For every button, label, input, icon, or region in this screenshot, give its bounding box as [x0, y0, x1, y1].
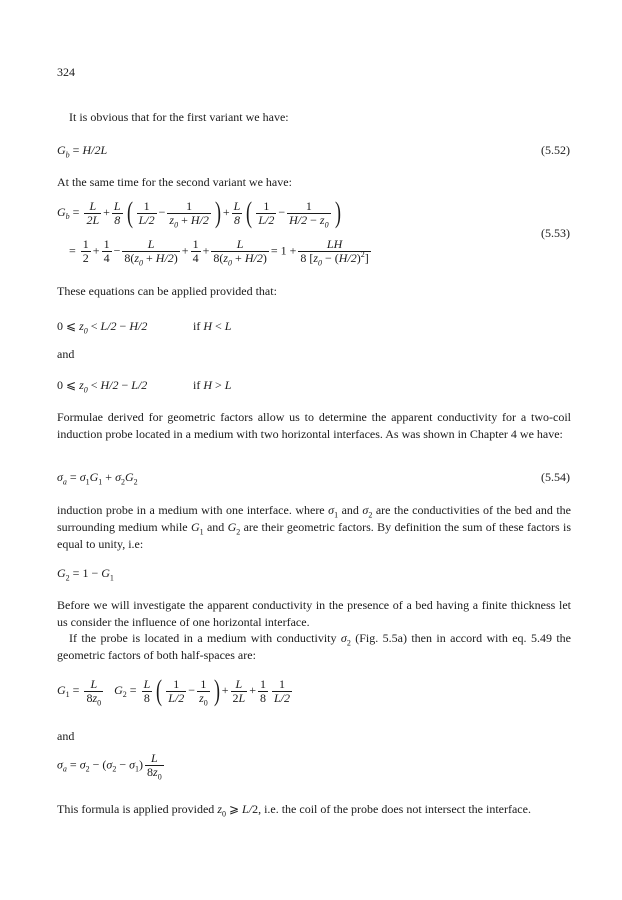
- condition-1: 0 ⩽ $z_0 < L/2 - H/2$: [57, 319, 148, 336]
- condition-2-case: if H > L: [193, 378, 232, 392]
- equation-5-52: $G_b = H/2L$: [57, 143, 108, 160]
- condition-2: 0 ⩽ $z_0 < H/2 - L/2$: [57, 378, 148, 395]
- paragraph-half-spaces: If the probe is located in a medium with conductivity $\sigma_2$ (Fig. 5.5a) then in accord with eq. 5.49 the geometric factors of both half-spaces are:: [57, 631, 572, 662]
- paragraph-applicability: This formula is applied provided $z_0$ ⩾ L/2, i.e. the coil of the probe does not intersect the interface.: [57, 802, 531, 819]
- paragraph-finite-bed: Before we will investigate the apparent conductivity in the presence of a bed having a finite thickness let us consider the influence of one horizontal interface.: [57, 598, 571, 629]
- paragraph-conditions: These equations can be applied provided that:: [57, 284, 277, 298]
- connector-and-2: and: [57, 729, 75, 743]
- equation-5-53-line-1: $G_b$ = $\frac{L}{2L}$ + $\frac{L}{8}$ ( $\frac{1}{L/2}$ − $\frac{1}{z_0 + H/2}$ ) + $\frac{L}{8}$ ( $\frac{1}{L/2}$ − $\frac{1}{H/2 - z_0}$ ): [57, 196, 341, 229]
- equation-g2: $G_2 = 1 - G_1$: [57, 566, 114, 583]
- paragraph-first-variant: It is obvious that for the first variant we have:: [69, 110, 289, 124]
- paragraph-apparent-conductivity: Formulae derived for geometric factors allow us to determine the apparent conductivity for a two-coil induction probe located in a medium with two horizontal interfaces. As was shown in Chapter 4 we have:: [57, 410, 571, 441]
- equation-5-54: $\sigma_a = \sigma_1G_1 + \sigma_2G_2$: [57, 470, 138, 487]
- page-number: 324: [57, 65, 75, 79]
- equation-5-53-line-2: = $\frac{1}{2}$ + $\frac{1}{4}$ − $\frac{L}{8(z_0 + H/2)}$ + $\frac{1}{4}$ + $\frac{L}{8(z_0 + H/2)}$ = 1 + $\frac{LH}{8 [z_0 - (H/2)^2]}$: [69, 237, 369, 268]
- paragraph-one-interface: induction probe in a medium with one interface. where $\sigma_1$ and $\sigma_2$ are the conductivities of the bed and the surrounding medium while $G_1$ and $G_2$ are their geometric factors. By definition the sum of these factors is equal to unity, i.e:: [57, 503, 571, 551]
- equation-number-5-53: (5.53): [541, 226, 570, 240]
- equation-number-5-52: (5.52): [541, 143, 570, 157]
- paragraph-second-variant: At the same time for the second variant we have:: [57, 175, 292, 189]
- equation-number-5-54: (5.54): [541, 470, 570, 484]
- equation-sigma-a: $\sigma_a = \sigma_2 - (\sigma_2 - \sigma_1)$ $\frac{L}{8z_0}$: [57, 751, 162, 782]
- equation-geometric-factors: $G_1$ = $\frac{L}{8z_0}$ $G_2$ = $\frac{L}{8}$ ( $\frac{1}{L/2}$ − $\frac{1}{z_0}$ ) + $\frac{L}{2L}$ + $\frac{1}{8}$ $\frac{1}{L/2}$: [57, 674, 290, 707]
- connector-and-1: and: [57, 347, 75, 361]
- condition-1-case: if H < L: [193, 319, 232, 333]
